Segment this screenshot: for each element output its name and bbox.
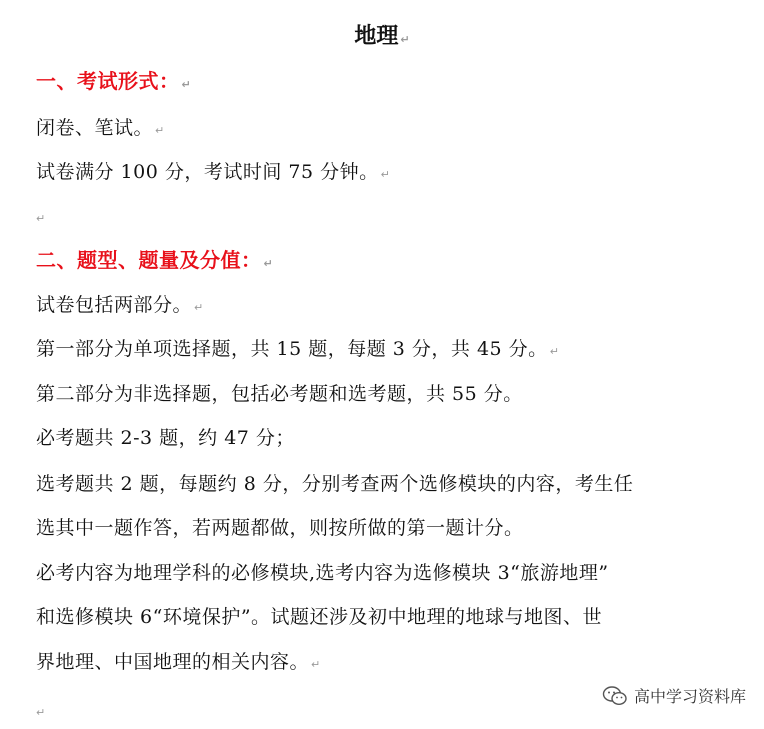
paragraph-mark: ↵	[194, 301, 204, 314]
paragraph-mark: ↵	[36, 212, 46, 225]
section2-line: 第二部分为非选择题，包括必考题和选考题，共 55 分。	[36, 383, 523, 405]
paragraph-mark: ↵	[380, 168, 391, 181]
section1-heading: 一、考试形式： ↵	[36, 69, 192, 93]
wechat-icon	[602, 685, 628, 707]
section2-line: 必考题共 2-3 题，约 47 分；	[36, 427, 295, 449]
section1-line: 试卷满分 100 分，考试时间 75 分钟。 ↵	[36, 161, 391, 183]
empty-paragraph	[36, 698, 46, 725]
paragraph-mark: ↵	[181, 78, 192, 91]
paragraph-mark: ↵	[400, 33, 410, 46]
watermark	[602, 684, 746, 707]
section2-line: 界地理、中国地理的相关内容。 ↵	[36, 651, 321, 673]
section2-line: 选其中一题作答，若两题都做，则按所做的第一题计分。	[36, 517, 524, 539]
section2-line: 必考内容为地理学科的必修模块,选考内容为选修模块 3“旅游地理”	[36, 562, 609, 584]
paragraph-mark: ↵	[155, 124, 165, 137]
empty-paragraph	[36, 204, 46, 231]
watermark-text: 高中学习资料库	[633, 687, 746, 706]
section2-heading: 二、题型、题量及分值： ↵	[36, 248, 274, 272]
document-title: 地理 ↵	[354, 23, 410, 49]
paragraph-mark: ↵	[311, 658, 321, 671]
paragraph-mark: ↵	[263, 257, 274, 270]
paragraph-mark: ↵	[36, 706, 46, 719]
section2-line: 和选修模块 6“环境保护”。试题还涉及初中地理的地球与地图、世	[36, 606, 603, 628]
section2-line: 试卷包括两部分。 ↵	[36, 294, 204, 316]
section2-line: 选考题共 2 题，每题约 8 分，分别考查两个选修模块的内容，考生任	[36, 473, 634, 495]
section1-line: 闭卷、笔试。 ↵	[36, 117, 165, 139]
section2-line: 第一部分为单项选择题，共 15 题，每题 3 分，共 45 分。 ↵	[36, 338, 560, 360]
paragraph-mark: ↵	[549, 345, 560, 358]
